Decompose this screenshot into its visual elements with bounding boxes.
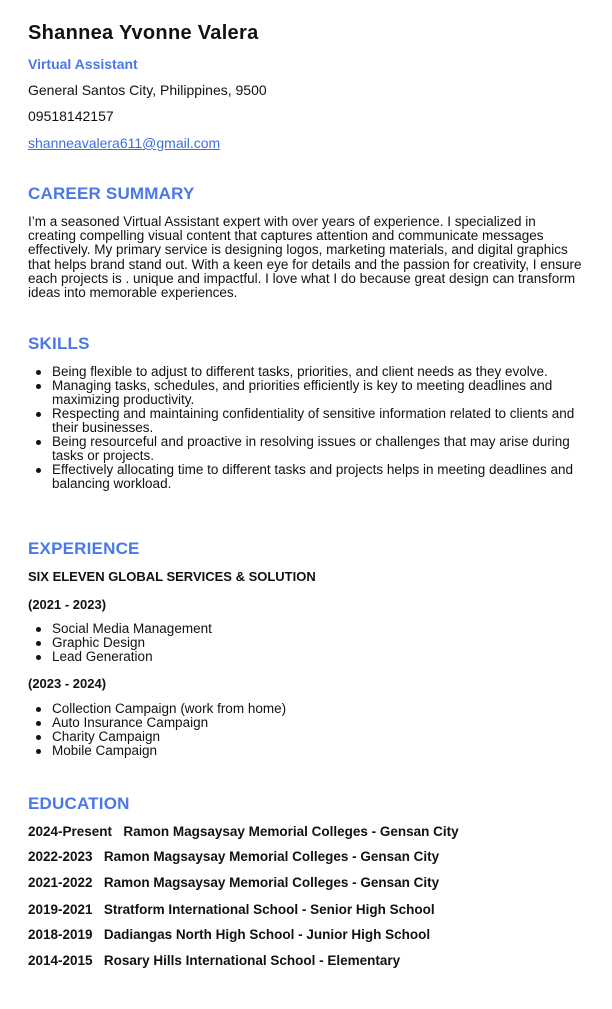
list-item: Charity Campaign bbox=[28, 730, 584, 744]
education-years: 2024-Present bbox=[28, 824, 113, 839]
period-range: (2023 - 2024) bbox=[28, 676, 107, 691]
bullet-icon bbox=[36, 641, 41, 646]
list-item: Mobile Campaign bbox=[28, 744, 584, 758]
education-heading: EDUCATION bbox=[28, 794, 130, 813]
skills-list bbox=[28, 365, 584, 491]
education-school: Rosary Hills International School - Elementary bbox=[103, 953, 401, 968]
education-years: 2018-2019 bbox=[28, 927, 93, 942]
bullet-icon bbox=[36, 627, 41, 632]
bullet-icon bbox=[36, 384, 41, 389]
education-row bbox=[28, 927, 430, 942]
career-summary-heading: CAREER SUMMARY bbox=[28, 184, 195, 203]
education-row bbox=[28, 849, 439, 864]
job-title: Virtual Assistant bbox=[28, 56, 138, 72]
list-item: Managing tasks, schedules, and priorities efficiently is key to meeting deadlines and maximizing productivity. bbox=[28, 379, 584, 407]
company-name: SIX ELEVEN GLOBAL SERVICES & SOLUTION bbox=[28, 569, 316, 584]
list-item: Collection Campaign (work from home) bbox=[28, 702, 584, 716]
education-school: Ramon Magsaysay Memorial Colleges - Gensan City bbox=[103, 875, 440, 890]
bullet-icon bbox=[36, 412, 41, 417]
skills-heading: SKILLS bbox=[28, 334, 90, 353]
education-years: 2021-2022 bbox=[28, 875, 93, 890]
candidate-name: Shannea Yvonne Valera bbox=[28, 22, 259, 44]
bullet-icon bbox=[36, 749, 41, 754]
bullet-icon bbox=[36, 370, 41, 375]
bullet-icon bbox=[36, 735, 41, 740]
list-item: Respecting and maintaining confidentiality of sensitive information related to clients and their businesses. bbox=[28, 407, 584, 435]
list-item: Effectively allocating time to different tasks and projects helps in meeting deadlines and balancing workload. bbox=[28, 463, 584, 491]
bullet-icon bbox=[36, 655, 41, 660]
education-years: 2022-2023 bbox=[28, 849, 93, 864]
list-item: Auto Insurance Campaign bbox=[28, 716, 584, 730]
email-link[interactable]: shanneavalera611@gmail.com bbox=[28, 135, 221, 151]
phone-number: 09518142157 bbox=[28, 108, 114, 124]
education-years: 2019-2021 bbox=[28, 902, 93, 917]
duties-list bbox=[28, 622, 584, 664]
education-school: Ramon Magsaysay Memorial Colleges - Gensan City bbox=[103, 849, 440, 864]
career-summary-text: I’m a seasoned Virtual Assistant expert with over years of experience. I specialized in creating compelling visual content that captures attention and communicate messages effectively. My primary service is designing logos, marketing materials, and digital graphics that helps brand stand out. With a keen eye for details and the passion for creativity, I ensure each projects is . unique and impactful. I love what I do because great design can transform ideas into memorable experiences. bbox=[28, 214, 582, 301]
list-item: Being resourceful and proactive in resolving issues or challenges that may arise during tasks or projects. bbox=[28, 435, 584, 463]
experience-heading: EXPERIENCE bbox=[28, 539, 140, 558]
education-school: Dadiangas North High School - Junior High School bbox=[103, 927, 431, 942]
bullet-icon bbox=[36, 707, 41, 712]
duties-list bbox=[28, 702, 584, 758]
education-row bbox=[28, 953, 400, 968]
list-item: Social Media Management bbox=[28, 622, 584, 636]
list-item: Lead Generation bbox=[28, 650, 584, 664]
list-item: Graphic Design bbox=[28, 636, 584, 650]
bullet-icon bbox=[36, 468, 41, 473]
bullet-icon bbox=[36, 721, 41, 726]
address: General Santos City, Philippines, 9500 bbox=[28, 82, 267, 98]
education-row bbox=[28, 902, 435, 917]
education-years: 2014-2015 bbox=[28, 953, 93, 968]
education-row bbox=[28, 875, 439, 890]
education-school: Stratform International School - Senior High School bbox=[103, 902, 435, 917]
education-row bbox=[28, 824, 459, 839]
period-range: (2021 - 2023) bbox=[28, 597, 107, 612]
list-item: Being flexible to adjust to different tasks, priorities, and client needs as they evolve. bbox=[28, 365, 584, 379]
education-school: Ramon Magsaysay Memorial Colleges - Gensan City bbox=[123, 824, 459, 839]
bullet-icon bbox=[36, 440, 41, 445]
